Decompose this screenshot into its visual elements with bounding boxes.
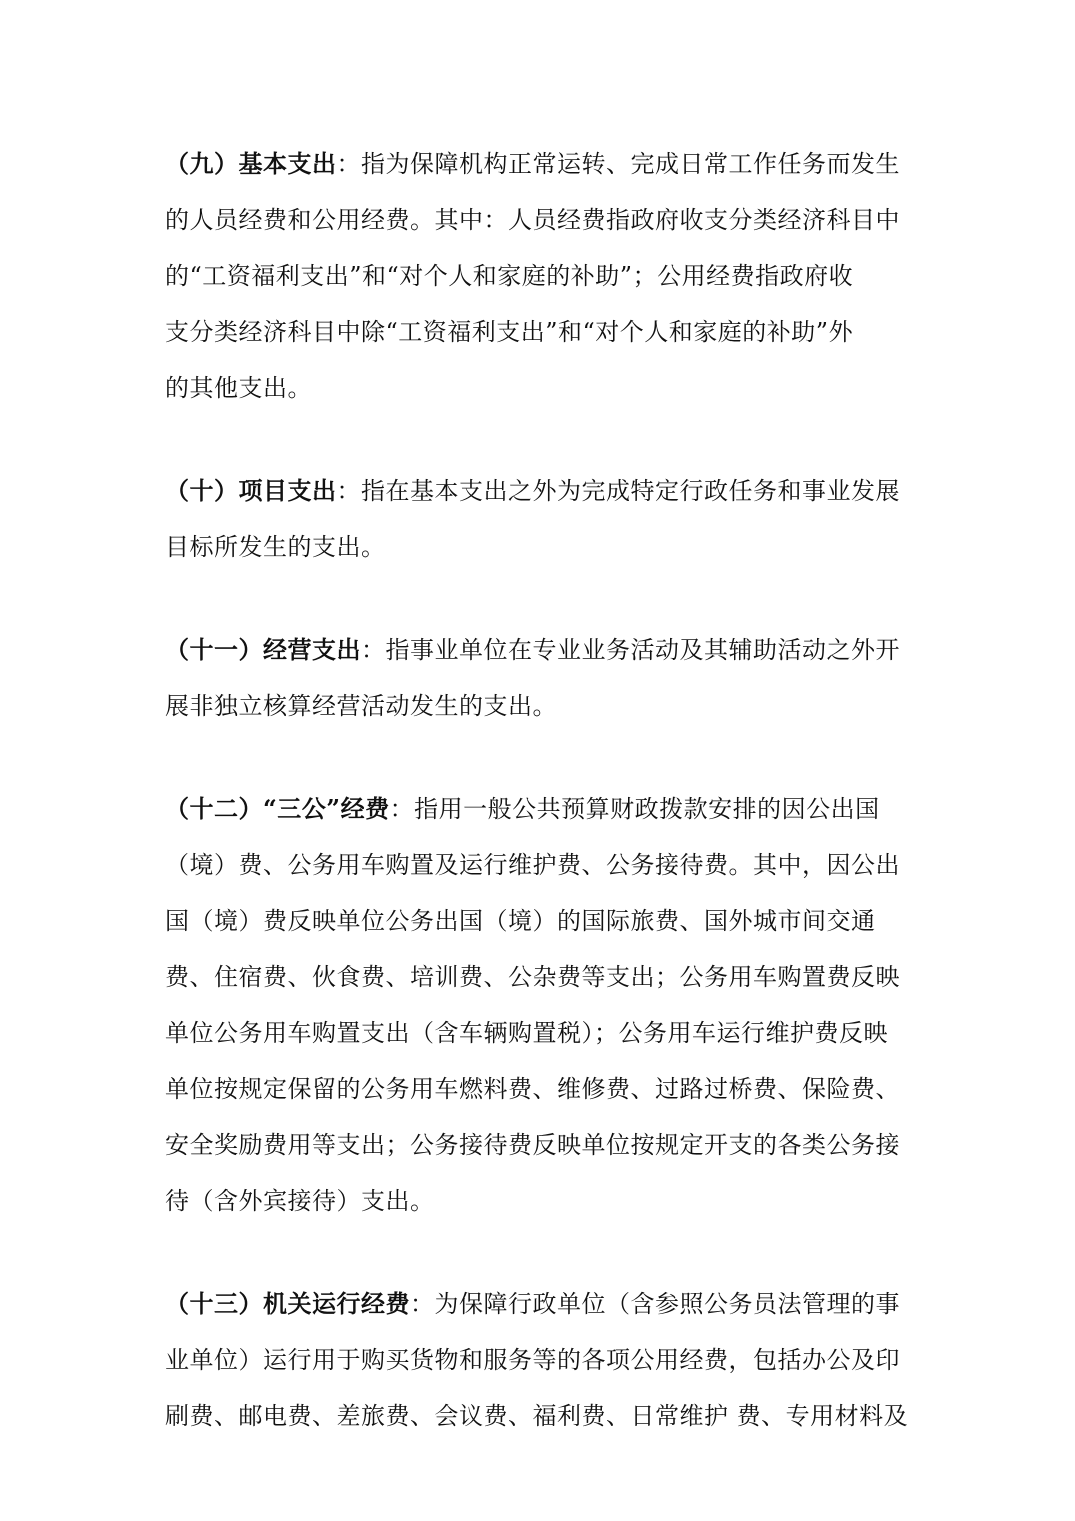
text-line: 安全奖励费用等支出；公务接待费反映单位按规定开支的各类公务接 [165, 1131, 900, 1159]
text-line: 的人员经费和公用经费。其中：人员经费指政府收支分类经济科目中 [165, 206, 900, 234]
paragraph-project-expenditure [165, 463, 915, 575]
term-heading: （十三）机关运行经费 [165, 1289, 410, 1318]
document-body [165, 136, 915, 1491]
text-span: ：指为保障机构正常运转、完成日常工作任务而发生 [336, 150, 900, 178]
text-span: ：指在基本支出之外为完成特定行政任务和事业发展 [336, 477, 900, 505]
text-line: 待（含外宾接待）支出。 [165, 1187, 435, 1215]
term-heading: （十二）“三公”经费 [165, 794, 390, 823]
text-line: 支分类经济科目中除“工资福利支出”和“对个人和家庭的补助”外 [165, 318, 854, 346]
text-line: 单位公务用车购置支出（含车辆购置税）；公务用车运行维护费反映 [165, 1019, 888, 1047]
text-span: ：为保障行政单位（含参照公务员法管理的事 [410, 1290, 900, 1318]
text-line: 展非独立核算经营活动发生的支出。 [165, 692, 557, 720]
text-line [165, 622, 915, 678]
paragraph-three-public-expenses [165, 781, 915, 1229]
paragraph-operating-expenditure [165, 622, 915, 734]
text-line [165, 781, 915, 837]
text-line: 国（境）费反映单位公务出国（境）的国际旅费、国外城市间交通 [165, 907, 876, 935]
text-line: 刷费、邮电费、差旅费、会议费、福利费、日常维护 费、专用材料及 [165, 1402, 909, 1430]
text-line [165, 136, 915, 192]
text-line: 的其他支出。 [165, 374, 312, 402]
term-heading: （十）项目支出 [165, 476, 337, 505]
text-line [165, 463, 915, 519]
text-line: 目标所发生的支出。 [165, 533, 386, 561]
text-span: ：指事业单位在专业业务活动及其辅助活动之外开 [361, 636, 900, 664]
text-line: 单位按规定保留的公务用车燃料费、维修费、过路过桥费、保险费、 [165, 1075, 900, 1103]
text-span: ：指用一般公共预算财政拨款安排的因公出国 [389, 795, 880, 823]
text-line [165, 1276, 915, 1332]
text-line: （境）费、公务用车购置及运行维护费、公务接待费。其中，因公出 [165, 851, 900, 879]
term-heading: （九）基本支出 [165, 149, 337, 178]
text-line: 的“工资福利支出”和“对个人和家庭的补助”；公用经费指政府收 [165, 262, 854, 290]
paragraph-basic-expenditure [165, 136, 915, 416]
term-heading: （十一）经营支出 [165, 635, 361, 664]
paragraph-agency-operating-funds [165, 1276, 915, 1444]
text-line: 业单位）运行用于购买货物和服务等的各项公用经费，包括办公及印 [165, 1346, 900, 1374]
text-line: 费、住宿费、伙食费、培训费、公杂费等支出；公务用车购置费反映 [165, 963, 900, 991]
